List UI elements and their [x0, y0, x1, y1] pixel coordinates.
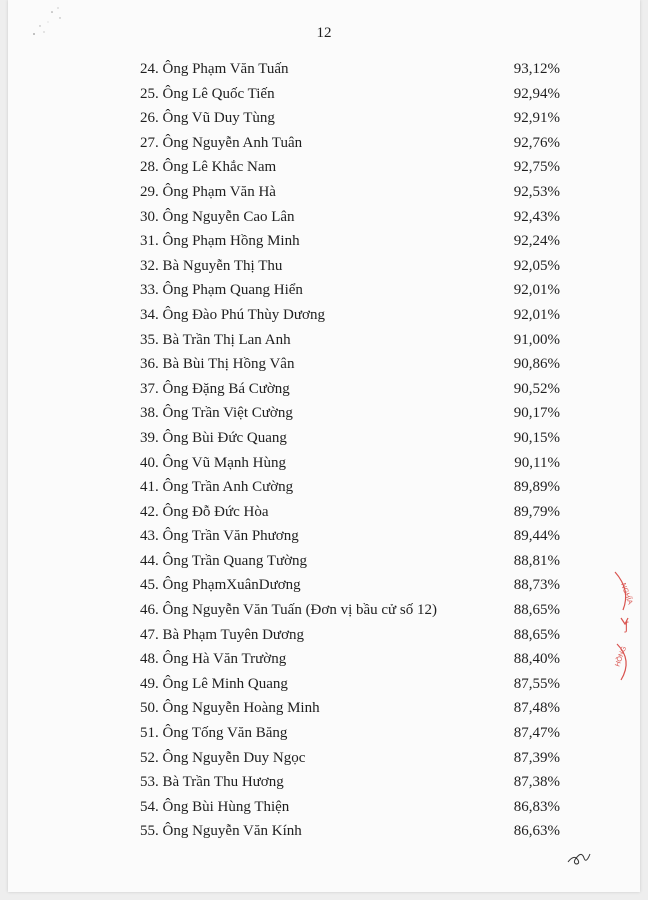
- list-item: [140, 746, 560, 771]
- list-item: [140, 573, 560, 598]
- list-item: [140, 721, 560, 746]
- candidate-name: 48. Ông Hà Văn Trường: [140, 651, 287, 668]
- candidate-name: 28. Ông Lê Khắc Nam: [140, 159, 277, 176]
- vote-percentage: 86,83%: [513, 798, 560, 815]
- list-item: [140, 303, 560, 328]
- list-item: [140, 180, 560, 205]
- candidate-name: 49. Ông Lê Minh Quang: [140, 675, 288, 692]
- vote-percentage: 89,79%: [513, 503, 560, 520]
- vote-percentage: 87,39%: [513, 749, 560, 766]
- candidate-name: 24. Ông Phạm Văn Tuấn: [140, 61, 289, 77]
- candidate-name: 47. Bà Phạm Tuyên Dương: [140, 626, 304, 643]
- vote-percentage: 93,12%: [513, 61, 560, 77]
- vote-percentage: 92,24%: [513, 233, 560, 250]
- candidate-name: 39. Ông Bùi Đức Quang: [140, 429, 287, 446]
- candidate-name: 25. Ông Lê Quốc Tiến: [140, 85, 275, 102]
- list-item: [140, 500, 560, 525]
- vote-percentage: 88,81%: [513, 552, 560, 569]
- vote-percentage: 87,48%: [513, 700, 560, 717]
- list-item: [140, 475, 560, 500]
- vote-percentage: 91,00%: [513, 331, 560, 348]
- candidate-name: 50. Ông Nguyễn Hoàng Minh: [140, 700, 320, 717]
- candidate-name: 37. Ông Đặng Bá Cường: [140, 380, 290, 397]
- candidate-name: 32. Bà Nguyễn Thị Thu: [140, 257, 283, 274]
- vote-percentage: 87,55%: [513, 675, 560, 692]
- candidate-name: 40. Ông Vũ Mạnh Hùng: [140, 454, 286, 471]
- stamp-text-bottom: HỒNG: [614, 645, 629, 668]
- list-item: [140, 57, 560, 82]
- list-item: [140, 377, 560, 402]
- candidate-name: 29. Ông Phạm Văn Hà: [140, 183, 276, 200]
- vote-percentage: 90,17%: [513, 405, 560, 422]
- list-item: [140, 229, 560, 254]
- list-item: [140, 352, 560, 377]
- vote-percentage: 90,86%: [513, 356, 560, 373]
- candidate-name: 38. Ông Trần Việt Cường: [140, 405, 293, 422]
- vote-percentage: 92,05%: [513, 257, 560, 274]
- candidate-name: 27. Ông Nguyễn Anh Tuân: [140, 134, 303, 151]
- list-item: [140, 647, 560, 672]
- signature-mark: [566, 848, 592, 868]
- candidate-name: 45. Ông PhạmXuânDương: [140, 577, 301, 594]
- vote-percentage: 86,63%: [513, 823, 560, 840]
- vote-percentage: 90,52%: [513, 380, 560, 397]
- candidate-name: 33. Ông Phạm Quang Hiển: [140, 282, 303, 299]
- candidate-name: 36. Bà Bùi Thị Hồng Vân: [140, 356, 295, 373]
- vote-percentage: 92,43%: [513, 208, 560, 225]
- vote-percentage: 88,40%: [513, 651, 560, 668]
- list-item: [140, 819, 560, 844]
- list-item: [140, 426, 560, 451]
- candidate-name: 41. Ông Trần Anh Cường: [140, 479, 294, 496]
- candidate-name: 46. Ông Nguyễn Văn Tuấn (Đơn vị bầu cử số 12): [140, 602, 438, 619]
- vote-percentage: 87,38%: [513, 774, 560, 791]
- list-item: [140, 106, 560, 131]
- vote-percentage: 88,65%: [513, 602, 560, 619]
- list-item: [140, 278, 560, 303]
- candidate-name: 54. Ông Bùi Hùng Thiện: [140, 798, 290, 815]
- vote-percentage: 88,73%: [513, 577, 560, 594]
- candidate-name: 31. Ông Phạm Hồng Minh: [140, 233, 300, 250]
- list-item: [140, 131, 560, 156]
- list-item: [140, 696, 560, 721]
- candidate-name: 51. Ông Tống Văn Băng: [140, 725, 288, 742]
- vote-percentage: 92,91%: [513, 110, 560, 127]
- vote-percentage: 92,75%: [513, 159, 560, 176]
- page-number: 12: [316, 25, 332, 41]
- vote-percentage: 88,65%: [513, 626, 560, 643]
- candidate-name: 26. Ông Vũ Duy Tùng: [140, 110, 275, 127]
- list-item: [140, 672, 560, 697]
- list-item: [140, 795, 560, 820]
- list-item: [140, 205, 560, 230]
- vote-percentage: 90,11%: [514, 454, 560, 471]
- vote-percentage: 92,01%: [513, 282, 560, 299]
- list-item: [140, 524, 560, 549]
- vote-percentage: 89,44%: [513, 528, 560, 545]
- candidate-name: 35. Bà Trần Thị Lan Anh: [140, 331, 291, 348]
- candidate-name: 53. Bà Trần Thu Hương: [140, 774, 284, 791]
- vote-percentage: 90,15%: [513, 429, 560, 446]
- vote-percentage: 92,01%: [513, 306, 560, 323]
- list-item: [140, 401, 560, 426]
- vote-percentage: 92,94%: [513, 85, 560, 102]
- stamp-text-top: NGHĨA: [619, 582, 634, 606]
- candidate-name: 42. Ông Đỗ Đức Hòa: [140, 503, 269, 520]
- list-item: [140, 623, 560, 648]
- vote-percentage: 92,76%: [513, 134, 560, 151]
- candidate-list: [140, 57, 560, 844]
- candidate-name: 52. Ông Nguyễn Duy Ngọc: [140, 749, 306, 766]
- list-item: [140, 254, 560, 279]
- vote-percentage: 92,53%: [513, 183, 560, 200]
- candidate-name: 43. Ông Trần Văn Phương: [140, 528, 299, 545]
- red-stamp: [611, 570, 639, 690]
- vote-percentage: 89,89%: [513, 479, 560, 496]
- list-item: [140, 155, 560, 180]
- svg-text:ʃ: ʃ: [625, 619, 628, 633]
- list-item: [140, 451, 560, 476]
- vote-percentage: 87,47%: [513, 725, 560, 742]
- candidate-name: 55. Ông Nguyễn Văn Kính: [140, 823, 302, 840]
- list-item: [140, 770, 560, 795]
- document-page: [8, 0, 640, 892]
- candidate-name: 34. Ông Đào Phú Thùy Dương: [140, 306, 325, 323]
- list-item: [140, 549, 560, 574]
- candidate-name: 44. Ông Trần Quang Tường: [140, 552, 308, 569]
- candidate-name: 30. Ông Nguyễn Cao Lân: [140, 208, 295, 225]
- list-item: [140, 82, 560, 107]
- list-item: [140, 328, 560, 353]
- list-item: [140, 598, 560, 623]
